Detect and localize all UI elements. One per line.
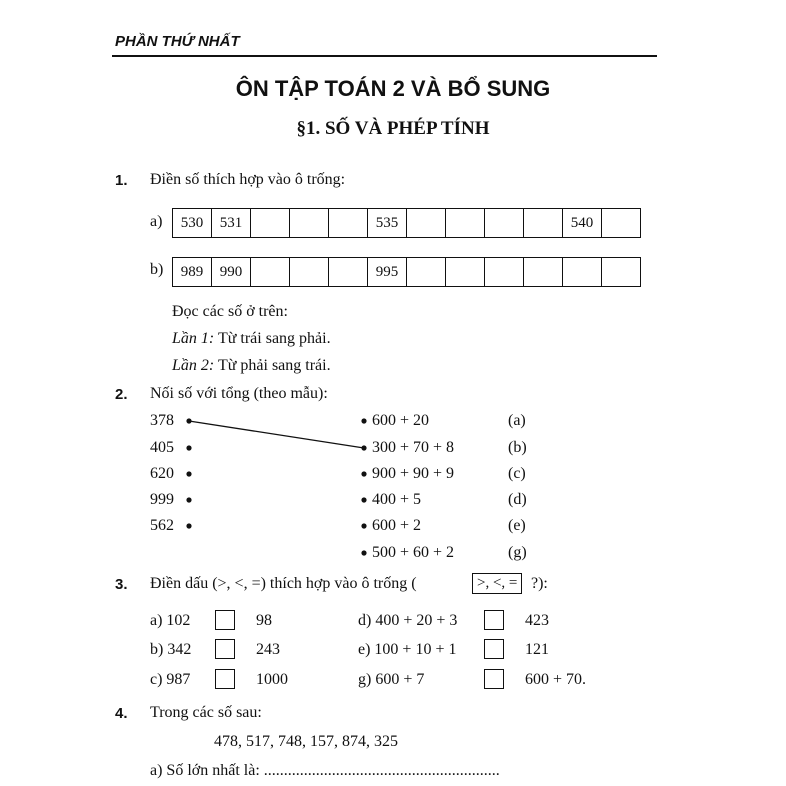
section-subtitle: §1. SỐ VÀ PHÉP TÍNH [296, 118, 490, 139]
number-cell[interactable]: 995 [368, 258, 407, 286]
compare-answer-box[interactable] [484, 669, 504, 689]
exercise-4-prompt: Trong các số sau: [150, 704, 262, 721]
exercise-1-prompt: Điền số thích hợp vào ô trống: [150, 171, 346, 188]
read-prompt: Đọc các số ở trên: [172, 303, 288, 320]
compare-answer-box[interactable] [484, 610, 504, 630]
sum-letter: (g) [508, 544, 527, 561]
sum-expression[interactable]: 600 + 20 [372, 412, 430, 429]
right-dot [361, 550, 366, 555]
compare-answer-box[interactable] [484, 639, 504, 659]
left-dot [186, 471, 191, 476]
compare-left: c) 987 [150, 671, 191, 688]
compare-left: g) 600 + 7 [358, 671, 425, 688]
compare-answer-box[interactable] [215, 669, 235, 689]
sum-letter: (a) [508, 412, 526, 429]
exercise-1-number: 1. [115, 172, 128, 189]
number-cell[interactable]: 535 [368, 209, 407, 237]
exercise-2-number: 2. [115, 386, 128, 403]
sum-letter: (d) [508, 491, 527, 508]
compare-left: b) 342 [150, 641, 192, 658]
number-cell[interactable]: 990 [212, 258, 251, 286]
exercise-1b-label: b) [150, 261, 164, 278]
read-pass-1-text: Từ trái sang phải. [217, 330, 331, 347]
compare-right: 98 [256, 612, 272, 629]
sum-expression[interactable]: 400 + 5 [372, 491, 422, 508]
sum-letter: (b) [508, 439, 527, 456]
compare-answer-box[interactable] [215, 639, 235, 659]
left-number[interactable]: 999 [150, 491, 174, 508]
compare-right: 243 [256, 641, 280, 658]
sum-expression[interactable]: 600 + 2 [372, 517, 422, 534]
exercise-1a-label: a) [150, 213, 163, 230]
compare-right: 600 + 70. [525, 671, 587, 688]
exercise-4-number: 4. [115, 705, 128, 722]
left-number[interactable]: 620 [150, 465, 174, 482]
exercise-3-number: 3. [115, 576, 128, 593]
compare-left: e) 100 + 10 + 1 [358, 641, 457, 658]
left-number[interactable]: 378 [150, 412, 174, 429]
example-match-line [189, 421, 364, 448]
exercise-2-prompt: Nối số với tổng (theo mẫu): [150, 385, 328, 402]
left-dot [186, 523, 191, 528]
number-list: 478, 517, 748, 157, 874, 325 [214, 733, 398, 750]
read-pass-2-text: Từ phải sang trái. [217, 357, 331, 374]
exercise-3-prompt-start: Điền dấu (>, <, =) thích hợp vào ô trống ( [150, 575, 417, 592]
page-title: ÔN TẬP TOÁN 2 VÀ BỔ SUNG [235, 76, 551, 101]
section-header: PHẦN THỨ NHẤT [115, 33, 240, 50]
sum-letter: (e) [508, 517, 526, 534]
number-cell[interactable]: 530 [173, 209, 212, 237]
number-cell[interactable]: 989 [173, 258, 212, 286]
largest-number-answer-line[interactable]: a) Số lớn nhất là: ........................................................... [150, 762, 500, 779]
read-pass-1-label: Lần 1: [172, 330, 215, 347]
number-cell[interactable]: 540 [563, 209, 602, 237]
compare-right: 1000 [256, 671, 288, 688]
compare-left: a) 102 [150, 612, 191, 629]
right-dot [361, 497, 366, 502]
operator-hint-box: >, <, = [472, 573, 522, 594]
sum-expression[interactable]: 900 + 90 + 9 [372, 465, 455, 482]
left-dot [186, 497, 191, 502]
right-dot [361, 471, 366, 476]
right-dot [361, 523, 366, 528]
compare-answer-box[interactable] [215, 610, 235, 630]
exercise-3-prompt-end: ?): [531, 575, 548, 592]
number-cell[interactable]: 531 [212, 209, 251, 237]
left-number[interactable]: 562 [150, 517, 174, 534]
left-dot [186, 445, 191, 450]
compare-left: d) 400 + 20 + 3 [358, 612, 458, 629]
right-dot [361, 418, 366, 423]
sum-expression[interactable]: 500 + 60 + 2 [372, 544, 455, 561]
compare-right: 423 [525, 612, 549, 629]
sum-letter: (c) [508, 465, 526, 482]
sum-expression[interactable]: 300 + 70 + 8 [372, 439, 455, 456]
compare-right: 121 [525, 641, 549, 658]
read-pass-2-label: Lần 2: [172, 357, 215, 374]
left-number[interactable]: 405 [150, 439, 174, 456]
